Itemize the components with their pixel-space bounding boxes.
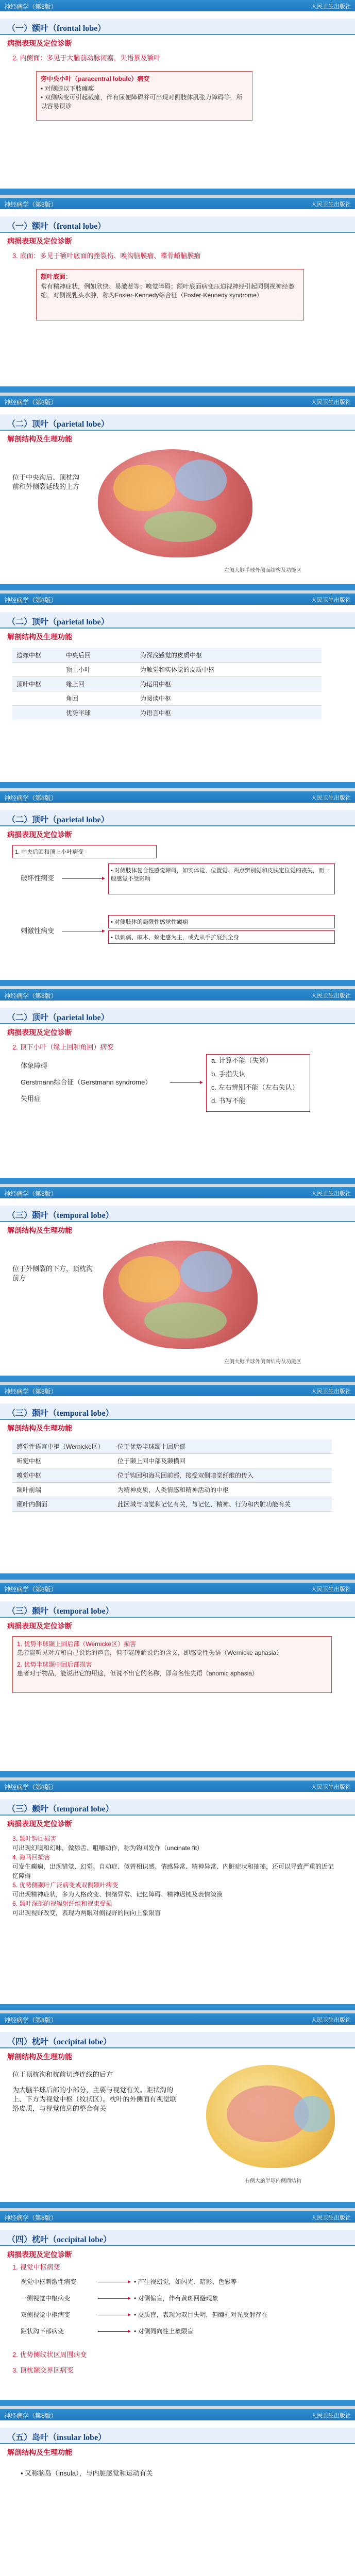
title-bar bbox=[0, 2230, 355, 2246]
flow-left: 体象障碍 bbox=[21, 1062, 48, 1070]
item-text: 可出现视野改变，表现为两眼对侧视野的同向上象限盲 bbox=[12, 1909, 161, 1917]
description-text: 为大脑半球后部的小部分，主要与视觉有关。距状沟的上、下方为视觉中枢（纹状区）。枕叶的外侧面有视觉联络皮质，与视觉信息的整合有关 bbox=[12, 2086, 177, 2112]
flow-left: 破坏性病变 bbox=[21, 874, 55, 882]
box-title: 额叶底面： bbox=[41, 273, 72, 280]
item-box: 1. 中央后回和顶上小叶病变 bbox=[12, 845, 157, 858]
symptom: b. 手指失认 bbox=[211, 1070, 246, 1078]
item-text: 可出现精神症状，多为人格改变、情绪异常、记忆障碍、精神迟钝及表情淡漠 bbox=[12, 1891, 223, 1898]
cell-function: 此区域与嗅觉和记忆有关，与记忆、精神、行为和内脏功能有关 bbox=[113, 1497, 332, 1512]
row-group: 边缘中枢 bbox=[12, 648, 62, 663]
item-text: 患者对于物品，能说出它的用途，但说不出它的名称，即命名性失语（anomic aphasia） bbox=[17, 1670, 259, 1677]
slide-occipital-anatomy bbox=[0, 2013, 355, 2208]
temporal-region bbox=[144, 1302, 227, 1338]
cell-area: 感觉性语言中枢（Wernicke区） bbox=[12, 1439, 113, 1454]
bottom-bar bbox=[0, 1771, 355, 1777]
course-title: 神经病学（第8版） bbox=[4, 399, 57, 406]
slide-occipital-lesion bbox=[0, 2211, 355, 2406]
table-row bbox=[12, 1468, 332, 1483]
slide-temporal-anatomy bbox=[0, 1187, 355, 1382]
table-row bbox=[12, 1483, 332, 1497]
slide-parietal-lesion-1 bbox=[0, 791, 355, 986]
bottom-bar bbox=[0, 189, 355, 195]
slide-title: （五）岛叶（insular lobe） bbox=[7, 2433, 107, 2442]
publisher-logo: 人民卫生出版社 bbox=[311, 1784, 351, 1790]
table-row bbox=[12, 663, 322, 677]
cell-area: 嗅觉中枢 bbox=[12, 1468, 113, 1483]
bottom-bar bbox=[0, 782, 355, 788]
description-text: 位于外侧裂的下方，顶枕沟前方 bbox=[12, 1265, 93, 1282]
figure-caption: 右侧大脑半球内侧面结构 bbox=[245, 2178, 301, 2184]
arrow bbox=[98, 2298, 129, 2299]
table-row bbox=[12, 691, 322, 706]
flow-left: Gerstmann综合征（Gerstmann syndrome） bbox=[21, 1078, 152, 1086]
publisher-logo: 人民卫生出版社 bbox=[311, 795, 351, 801]
course-title: 神经病学（第8版） bbox=[4, 3, 57, 10]
arrow bbox=[62, 878, 103, 879]
temporal-region bbox=[144, 511, 216, 542]
top-bar bbox=[0, 2211, 355, 2223]
slide-temporal-lesion-2 bbox=[0, 1781, 355, 2010]
slide-title: （一）额叶（frontal lobe） bbox=[7, 24, 106, 33]
flow-right: • 对侧肢体复合性感觉障碍，如实体觉、位置觉、两点辨别觉和皮肤定位觉的丧失，而一般感觉不受影响 bbox=[108, 863, 335, 894]
slide-title: （三）颞叶（temporal lobe） bbox=[7, 1211, 114, 1220]
item-text: 2. 内侧面：多见于大脑前动脉闭塞，失语累及额叶 bbox=[12, 54, 161, 62]
slide-parietal-lesion-2 bbox=[0, 989, 355, 1184]
publisher-logo: 人民卫生出版社 bbox=[311, 201, 351, 208]
title-bar bbox=[0, 1601, 355, 1618]
cell-area: 颞叶内侧面 bbox=[12, 1497, 113, 1512]
bottom-bar bbox=[0, 2202, 355, 2208]
publisher-logo: 人民卫生出版社 bbox=[311, 2413, 351, 2419]
title-bar bbox=[0, 2032, 355, 2048]
publisher-logo: 人民卫生出版社 bbox=[311, 1586, 351, 1592]
cell-function: 为运用中枢 bbox=[136, 677, 322, 691]
item-text: 2. 优势侧纹状区周围病变 bbox=[12, 2351, 87, 2359]
cell-area: 顶上小叶 bbox=[62, 663, 136, 677]
title-bar bbox=[0, 810, 355, 826]
publisher-logo: 人民卫生出版社 bbox=[311, 993, 351, 999]
item-text: 3. 底面：多见于额叶底面的挫裂伤、嗅沟脑膜瘤、蝶骨嵴脑膜瘤 bbox=[12, 252, 201, 260]
top-bar bbox=[0, 2409, 355, 2420]
title-bar bbox=[0, 216, 355, 233]
section-subtitle: 病损表现及定位诊断 bbox=[7, 39, 72, 47]
frontal-region bbox=[119, 1256, 180, 1302]
info-box bbox=[12, 1636, 332, 1693]
slide-temporal-lesion-1 bbox=[0, 1583, 355, 1777]
slide-parietal-function bbox=[0, 594, 355, 788]
cell-function: 位于优势半球颞上回后部 bbox=[113, 1439, 332, 1454]
cell-function: 为精神皮质，人类情感和精神活动的中枢 bbox=[113, 1483, 332, 1497]
occipital-region bbox=[294, 2096, 330, 2132]
table-row bbox=[12, 648, 322, 663]
top-bar bbox=[0, 396, 355, 407]
table-row bbox=[12, 1454, 332, 1468]
symptom: d. 书写不能 bbox=[211, 1097, 246, 1105]
section-subtitle: 病损表现及定位诊断 bbox=[7, 1622, 72, 1630]
title-bar bbox=[0, 2428, 355, 2444]
course-title: 神经病学（第8版） bbox=[4, 597, 57, 604]
brain-illustration bbox=[98, 449, 252, 557]
box-line: 常有精神症状，例如欣快、易激惹等；嗅觉障碍；额叶底面病变压迫视神经引起同侧视神经萎缩，对侧视乳头水肿，称为Foster-Kennedy综合征（Foster-Kennedy syndrome） bbox=[41, 283, 295, 299]
bottom-bar bbox=[0, 386, 355, 393]
top-bar bbox=[0, 1781, 355, 1792]
slide-title: （一）额叶（frontal lobe） bbox=[7, 222, 106, 231]
course-title: 神经病学（第8版） bbox=[4, 201, 57, 208]
flow-right: • 对侧肢体的局限性感觉性癫痫 bbox=[108, 915, 335, 928]
section-subtitle: 病损表现及定位诊断 bbox=[7, 1820, 72, 1828]
bottom-bar bbox=[0, 2400, 355, 2406]
flow-right: • 皮质盲，表现为双目失明，但瞳孔对光反射存在 bbox=[134, 2311, 268, 2318]
publisher-logo: 人民卫生出版社 bbox=[311, 1388, 351, 1395]
table-row bbox=[12, 677, 322, 691]
flow-right: • 产生视幻觉，如闪光、暗影、色彩等 bbox=[134, 2278, 237, 2285]
function-table bbox=[12, 1439, 332, 1512]
slide-title: （二）顶叶（parietal lobe） bbox=[7, 420, 109, 429]
bottom-bar bbox=[0, 584, 355, 590]
description-text: • 又称脑岛（insula），与内脏感觉和运动有关 bbox=[21, 2469, 153, 2477]
slide-title: （四）枕叶（occipital lobe） bbox=[7, 2038, 112, 2046]
symptom: a. 计算不能（失算） bbox=[211, 1057, 273, 1064]
brain-illustration bbox=[103, 1241, 258, 1349]
bottom-bar bbox=[0, 1178, 355, 1184]
section-subtitle: 解剖结构及生理功能 bbox=[7, 2053, 72, 2061]
cell-area: 优势半球 bbox=[62, 706, 136, 720]
flow-left: 一侧视觉中枢病变 bbox=[21, 2295, 71, 2302]
course-title: 神经病学（第8版） bbox=[4, 2412, 57, 2419]
section-subtitle: 解剖结构及生理功能 bbox=[7, 1226, 72, 1234]
title-bar bbox=[0, 1799, 355, 1816]
slide-frontal-medial bbox=[0, 0, 355, 195]
title-bar bbox=[0, 19, 355, 35]
course-title: 神经病学（第8版） bbox=[4, 1784, 57, 1791]
top-bar bbox=[0, 1583, 355, 1594]
section-subtitle: 病损表现及定位诊断 bbox=[7, 2250, 72, 2259]
info-box bbox=[36, 71, 252, 121]
top-bar bbox=[0, 594, 355, 605]
flow-right: • 以刺痛、麻木、蚁走感为主，或先从手扩展到全身 bbox=[108, 930, 335, 944]
bottom-bar bbox=[0, 980, 355, 986]
slide-insular bbox=[0, 2409, 355, 2576]
slide-title: （四）枕叶（occipital lobe） bbox=[7, 2235, 112, 2244]
course-title: 神经病学（第8版） bbox=[4, 1190, 57, 1197]
top-bar bbox=[0, 2013, 355, 2025]
item-text: 1. 视觉中枢病变 bbox=[12, 2263, 60, 2271]
symptom: c. 左右辨别不能（左右失认） bbox=[211, 1083, 299, 1091]
bottom-bar bbox=[0, 1573, 355, 1580]
flow-left: 距状沟下部病变 bbox=[21, 2328, 64, 2335]
publisher-logo: 人民卫生出版社 bbox=[311, 4, 351, 10]
slide-frontal-base bbox=[0, 198, 355, 393]
section-subtitle: 解剖结构及生理功能 bbox=[7, 2448, 72, 2456]
cell-function: 为触觉和实体觉的皮质中枢 bbox=[136, 663, 322, 677]
table-row bbox=[12, 706, 322, 720]
title-bar bbox=[0, 1008, 355, 1024]
publisher-logo: 人民卫生出版社 bbox=[311, 2017, 351, 2023]
publisher-logo: 人民卫生出版社 bbox=[311, 399, 351, 405]
course-title: 神经病学（第8版） bbox=[4, 794, 57, 802]
function-table bbox=[12, 648, 322, 720]
section-subtitle: 病损表现及定位诊断 bbox=[7, 831, 72, 839]
item-heading: 6. 颞叶深部的视辐射纤维和视束受损 bbox=[12, 1900, 112, 1907]
slide-title: （三）颞叶（temporal lobe） bbox=[7, 1409, 114, 1418]
item-heading: 1. 优势半球颞上回后部（Wernicke区）损害 bbox=[17, 1640, 137, 1648]
figure-caption: 左侧大脑半球外侧面结构及功能区 bbox=[224, 568, 301, 573]
brain-medial-illustration bbox=[206, 2065, 335, 2168]
item-heading: 5. 优势侧颞叶广泛病变或双侧颞叶病变 bbox=[12, 1882, 119, 1889]
slide-title: （三）颞叶（temporal lobe） bbox=[7, 1607, 114, 1616]
flow-left: 失用症 bbox=[21, 1095, 41, 1103]
course-title: 神经病学（第8版） bbox=[4, 2016, 57, 2024]
course-title: 神经病学（第8版） bbox=[4, 1586, 57, 1593]
parietal-region bbox=[175, 460, 227, 501]
cell-area: 颞叶前端 bbox=[12, 1483, 113, 1497]
section-subtitle: 病损表现及定位诊断 bbox=[7, 237, 72, 245]
course-title: 神经病学（第8版） bbox=[4, 992, 57, 999]
top-bar bbox=[0, 1385, 355, 1396]
section-subtitle: 解剖结构及生理功能 bbox=[7, 435, 72, 443]
item-heading: 3. 颞叶钩回损害 bbox=[12, 1835, 57, 1842]
table-row bbox=[12, 1439, 332, 1454]
slide-title: （二）顶叶（parietal lobe） bbox=[7, 1013, 109, 1022]
flow-left: 刺激性病变 bbox=[21, 927, 55, 935]
title-bar bbox=[0, 1206, 355, 1222]
course-title: 神经病学（第8版） bbox=[4, 2214, 57, 2222]
flow-right: • 对侧同向性上象限盲 bbox=[134, 2328, 194, 2335]
title-bar bbox=[0, 414, 355, 431]
top-bar bbox=[0, 198, 355, 209]
flow-left: 视觉中枢刺激性病变 bbox=[21, 2278, 77, 2285]
cell-function: 位于钩回和海马回前部，接受双侧嗅觉纤维的传入 bbox=[113, 1468, 332, 1483]
slide-title: （三）颞叶（temporal lobe） bbox=[7, 1805, 114, 1814]
top-bar bbox=[0, 1187, 355, 1198]
slide-title: （二）顶叶（parietal lobe） bbox=[7, 816, 109, 824]
item-heading: 4. 海马回损害 bbox=[12, 1854, 50, 1861]
top-bar bbox=[0, 791, 355, 803]
bottom-bar bbox=[0, 1376, 355, 1382]
lesion-list bbox=[12, 1834, 337, 1918]
slide-parietal-anatomy bbox=[0, 396, 355, 590]
flow-right: • 对侧偏盲，伴有黄斑回避现象 bbox=[134, 2295, 218, 2302]
figure-caption: 左侧大脑半球外侧面结构及功能区 bbox=[224, 1359, 301, 1365]
title-bar bbox=[0, 612, 355, 629]
arrow bbox=[98, 2331, 129, 2332]
parietal-region bbox=[180, 1251, 232, 1292]
course-title: 神经病学（第8版） bbox=[4, 1388, 57, 1395]
top-bar bbox=[0, 989, 355, 1001]
description-text: 位于中央沟后、顶枕沟前和外侧裂延线的上方 bbox=[12, 473, 80, 490]
section-subtitle: 解剖结构及生理功能 bbox=[7, 1424, 72, 1432]
cell-function: 为阅读中枢 bbox=[136, 691, 322, 706]
description-text: 位于顶枕沟和枕前切迹连线的后方 bbox=[12, 2071, 113, 2078]
cell-area: 缘上回 bbox=[62, 677, 136, 691]
bottom-bar bbox=[0, 2004, 355, 2010]
section-subtitle: 病损表现及定位诊断 bbox=[7, 1028, 72, 1037]
item-heading: 2. 优势半球颞中回后部损害 bbox=[17, 1661, 92, 1668]
box-line: • 双侧病变可引起截瘫，伴有尿便障碍并可出现对侧肢体肌张力障碍等，所以容易误诊 bbox=[41, 94, 243, 110]
item-text: 患者能听见对方和自己说话的声音，但不能理解说话的含义，即感觉性失语（Wernicke aphasia） bbox=[17, 1649, 283, 1656]
cell-area: 角回 bbox=[62, 691, 136, 706]
section-subtitle: 解剖结构及生理功能 bbox=[7, 633, 72, 641]
cell-function: 位于颞上回中部及颞横回 bbox=[113, 1454, 332, 1468]
box-title: 旁中央小叶（paracentral lobule）病变 bbox=[41, 75, 150, 82]
publisher-logo: 人民卫生出版社 bbox=[311, 597, 351, 603]
publisher-logo: 人民卫生出版社 bbox=[311, 1191, 351, 1197]
cell-area: 听觉中枢 bbox=[12, 1454, 113, 1468]
arrow bbox=[170, 1082, 201, 1083]
box-line: • 对侧膝以下肢瘫痪 bbox=[41, 85, 94, 92]
item-text: 可发生癫痫，出现错觉、幻觉、自动症、似曾相识感、情感异常、精神异常、内脏症状和抽搐，还可以导致严重的近记忆障碍 bbox=[12, 1863, 334, 1879]
cell-function: 为深浅感觉的皮质中枢 bbox=[136, 648, 322, 663]
flow-left: 双侧视觉中枢病变 bbox=[21, 2311, 71, 2318]
cell-function: 为语言中枢 bbox=[136, 706, 322, 720]
info-box bbox=[36, 269, 304, 320]
item-text: 2. 顶下小叶（缘上回和角回）病变 bbox=[12, 1043, 114, 1051]
row-group: 顶叶中枢 bbox=[12, 677, 62, 691]
item-text: 3. 顶枕颞交界区病变 bbox=[12, 2366, 74, 2374]
top-bar bbox=[0, 0, 355, 11]
frontal-region bbox=[113, 465, 175, 511]
cell-area: 中央后回 bbox=[62, 648, 136, 663]
slide-title: （二）顶叶（parietal lobe） bbox=[7, 618, 109, 626]
table-row bbox=[12, 1497, 332, 1512]
item-text: 可出现幻嗅和幻味，做舔舌、咀嚼动作，称为钩回发作（uncinate fit） bbox=[12, 1844, 204, 1852]
slide-temporal-function bbox=[0, 1385, 355, 1580]
title-bar bbox=[0, 1403, 355, 1420]
publisher-logo: 人民卫生出版社 bbox=[311, 2215, 351, 2221]
